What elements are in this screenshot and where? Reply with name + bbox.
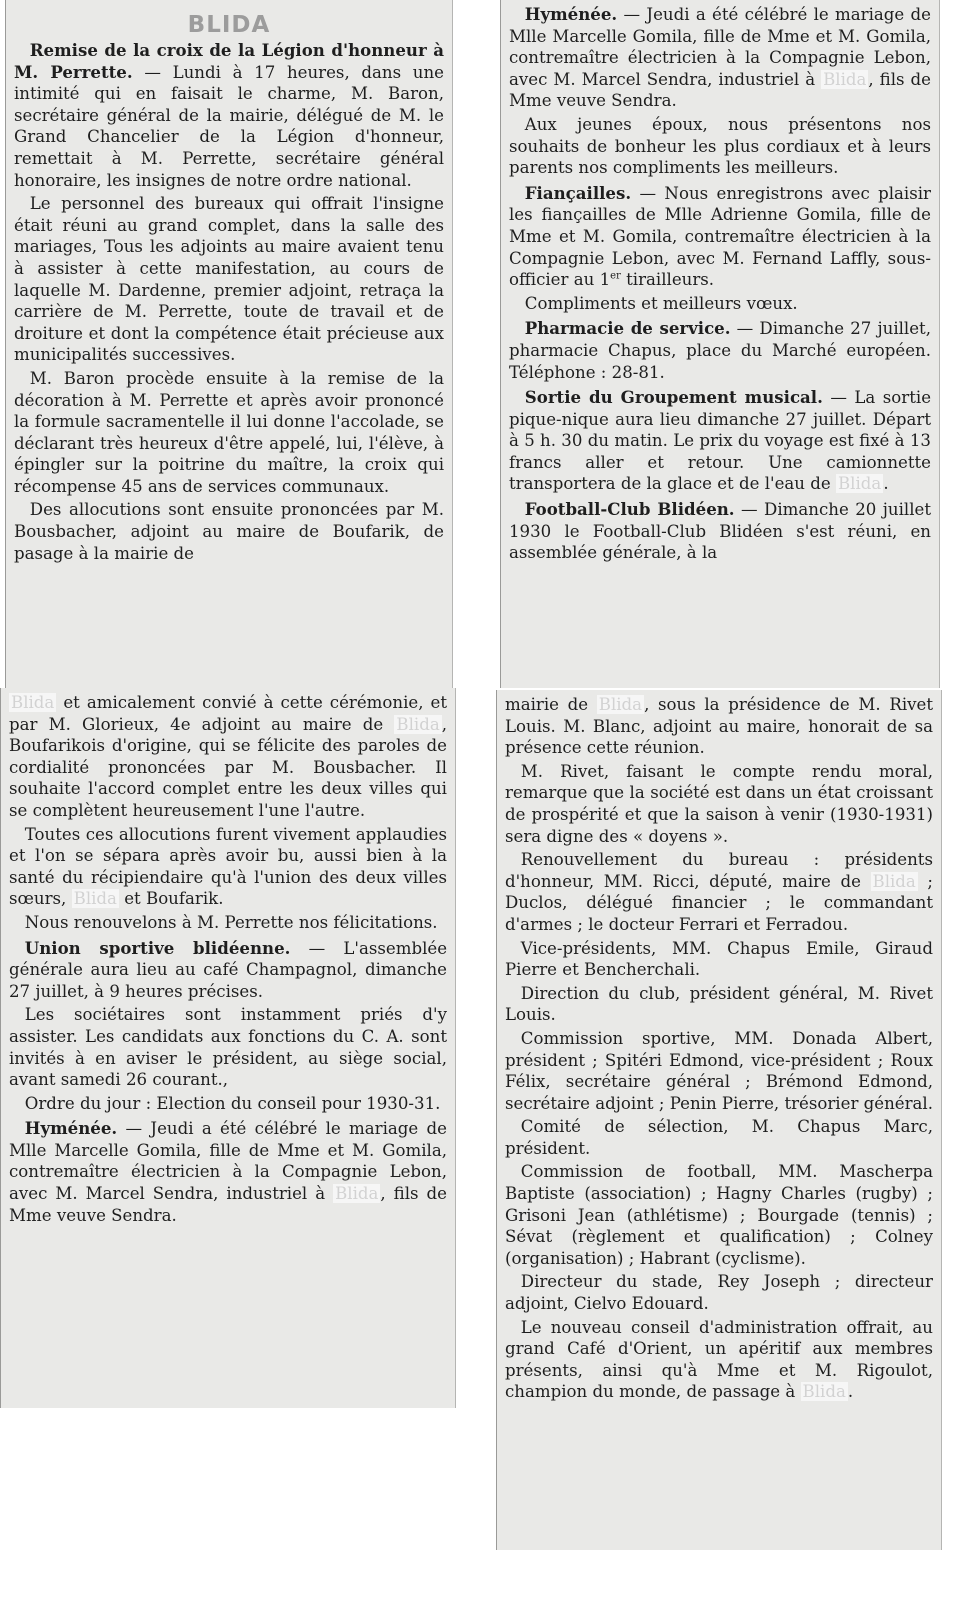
clipping-left-bottom [0,688,456,1408]
highlighted-word: Blida [823,69,867,89]
article-football-p1-continued: mairie de Blida , sous la présidence de M. Rivet Louis. M. Blanc, adjoint au maire, honorait de sa présence cette réunion. [505,695,933,758]
clipping-right-bottom [496,690,942,1550]
article-union-p1: Union sportive blidéenne. — L'assemblée générale aura lieu au café Champagnol, dimanche 27 juillet, à 9 heures précises. [9,937,448,1001]
article-football-p7: Comité de sélection, M. Chapus Marc, président. [505,1117,933,1158]
article-legion-p4: Des allocutions sont ensuite prononcées par M. Bousbacher, adjoint au maire de Boufarik, de pasage à la mairie de [14,500,444,563]
article-pharmacie-headline: Pharmacie de service. [524,318,731,339]
article-hymenee-right-p2: Aux jeunes époux, nous présentons nos souhaits de bonheur les plus cordiaux et à leurs parents nos compliments les meilleurs. [509,114,931,178]
article-football-p2: M. Rivet, faisant le compte rendu moral, remarque que la société est dans un état croissant de prospérité et que la saison à venir (1930-1931) sera digne des « doyens ». [505,761,933,846]
highlighted-word: Blida [872,871,916,891]
highlighted-word: Blida [598,695,643,714]
highlighted-word: Blida [73,889,117,909]
article-union-headline: Union sportive blidéenne. [24,937,291,958]
article-football-p6: Commission sportive, MM. Donada Albert, président ; Spitéri Edmond, vice-président ; Roux Félix, secrétaire général ; Brémond Edmond, secrétaire adjoint ; Penin Pierre, trésorier général. [505,1028,934,1113]
article-football-p5: Direction du club, président général, M. Rivet Louis. [505,983,933,1025]
article-legion-p2: Le personnel des bureaux qui offrait l'insigne était réuni au grand complet, dans la salle des mariages, Tous les adjoints au maire avaient tenu à assister à cette manifestation, au cours de laquelle M. Dardenne, premier adjoint, retraça la carrière de M. Perrette, toute de travail et de droiture et dont la compétence était précieuse aux municipalités successives. [14,194,444,365]
article-football-p4: Vice-présidents, MM. Chapus Emile, Giraud Pierre et Bencherchali. [505,938,933,980]
highlighted-word: Blida [837,474,882,494]
article-football-headline: Football-Club Blidéen. [524,499,735,520]
article-legion-headline: Remise de la croix de la Légion d'honneur à M. Perrette. [14,40,444,82]
article-football-p3: Renouvellement du bureau : présidents d'honneur, MM. Ricci, député, maire de Blida ; Duclos, délégué financier ; le commandant d'armes ; le docteur Ferrari et Ferradou. [505,850,934,934]
highlighted-word: Blida [396,714,440,734]
article-hymenee-headline: Hyménée. [24,1118,118,1139]
highlighted-word: Blida [802,1382,846,1402]
article-sortie-headline: Sortie du Groupement musical. [524,387,823,408]
article-legion-p4-continued: Blida et amicalement convié à cette cérémonie, et par M. Glorieux, 4e adjoint au maire de Blida , Boufarikois d'origine, qui se félicite des paroles de cordialité prononcées par M. Bousbacher. Il souhaite l'accord complet entre les deux villes qui se complètent heureusement l'une l'autre. [9,693,447,820]
article-hymenee-p1: Hyménée. — Jeudi a été célébré le mariage de Mlle Marcelle Gomila, fille de Mme et M. Gomila, contremaître électricien à la Compagnie Lebon, avec M. Marcel Sendra, industriel à Blida , fils de Mme veuve Sendra. [9,1118,447,1225]
article-legion-p5: Toutes ces allocutions furent vivement applaudies et l'on se sépara après avoir bu, aussi bien à la santé du récipiendaire qu'à l'union des deux villes sœurs, Blida et Boufarik. [9,824,447,909]
article-football-p1: Football-Club Blidéen. — Dimanche 20 juillet 1930 le Football-Club Blidéen s'est réuni, en assemblée générale, à la [509,499,931,563]
section-masthead: BLIDA [187,12,271,38]
article-sortie-p1: Sortie du Groupement musical. — La sortie pique-nique aura lieu dimanche 27 juillet. Départ à 5 h. 30 du matin. Le prix du voyage est fixé à 13 francs aller et retour. Une camionnette transportera de la glace et de l'eau de Blida . [509,387,932,494]
clipping-left-top [5,0,453,690]
article-union-p2: Les sociétaires sont instamment priés d'y assister. Les candidats aux fonctions du C. A. sont invités à en aviser le président, au siège social, avant samedi 26 courant., [9,1005,447,1090]
article-football-p10: Le nouveau conseil d'administration offrait, au grand Café d'Orient, un apéritif aux membres présents, ainsi qu'à Mme et M. Rigoulot, champion du monde, de passage à Blida . [505,1317,933,1402]
article-legion-p1: Remise de la croix de la Légion d'honneur à M. Perrette. — Lundi à 17 heures, dans une intimité qui en faisait le charme, M. Baron, secrétaire général de la mairie, délégué de M. le Grand Chancelier de la Légion d'honneur, remettait à M. Perrette, secrétaire général honoraire, les insignes de notre ordre national. [14,40,444,190]
article-football-p9: Directeur du stade, Rey Joseph ; directeur adjoint, Cielvo Edouard. [505,1272,933,1314]
article-legion-p3: M. Baron procède ensuite à la remise de la décoration à M. Perrette et après avoir prononcé la formule sacramentelle il lui donne l'accolade, se déclarant très heureux d'être appelé, lui, l'élève, à épingler sur la poitrine du maître, la croix qui récompense 45 ans de services communaux. [14,368,444,496]
article-fiancailles-headline: Fiançailles. [524,182,632,203]
article-legion-p6: Nous renouvelons à M. Perrette nos félicitations. [24,912,438,932]
highlighted-word: Blida [335,1184,379,1204]
article-fiancailles-p2: Compliments et meilleurs vœux. [524,293,798,313]
article-union-p3: Ordre du jour : Election du conseil pour 1930-31. [24,1093,441,1113]
highlighted-word: Blida [11,693,55,712]
article-hymenee-right-headline: Hyménée. [524,4,618,24]
article-football-p8: Commission de football, MM. Mascherpa Baptiste (association) ; Hagny Charles (rugby) ; Grisoni Jean (athlétisme) ; Bourgade (tennis) ; Sévat (règlement et qualification) ; Colney (organisation) ; Habrant (cyclisme). [505,1162,933,1268]
article-pharmacie-p1: Pharmacie de service. — Dimanche 27 juillet, pharmacie Chapus, place du Marché européen. Téléphone : 28-81. [509,318,932,382]
article-hymenee-right-p1: Hyménée. — Jeudi a été célébré le mariage de Mlle Marcelle Gomila, fille de Mme et M. Gomila, contremaître électricien à la Compagnie Lebon, avec M. Marcel Sendra, industriel à Blida , fils de Mme veuve Sendra. [509,4,931,111]
article-fiancailles-p1: Fiançailles. — Nous enregistrons avec plaisir les fiançailles de Mlle Adrienne Gomila, fille de Mme et M. Gomila, contremaître électricien à la Compagnie Lebon, avec M. Fernand Laffly, sous-officier au 1er tirailleurs. [509,182,931,290]
clipping-right-top [500,0,940,688]
